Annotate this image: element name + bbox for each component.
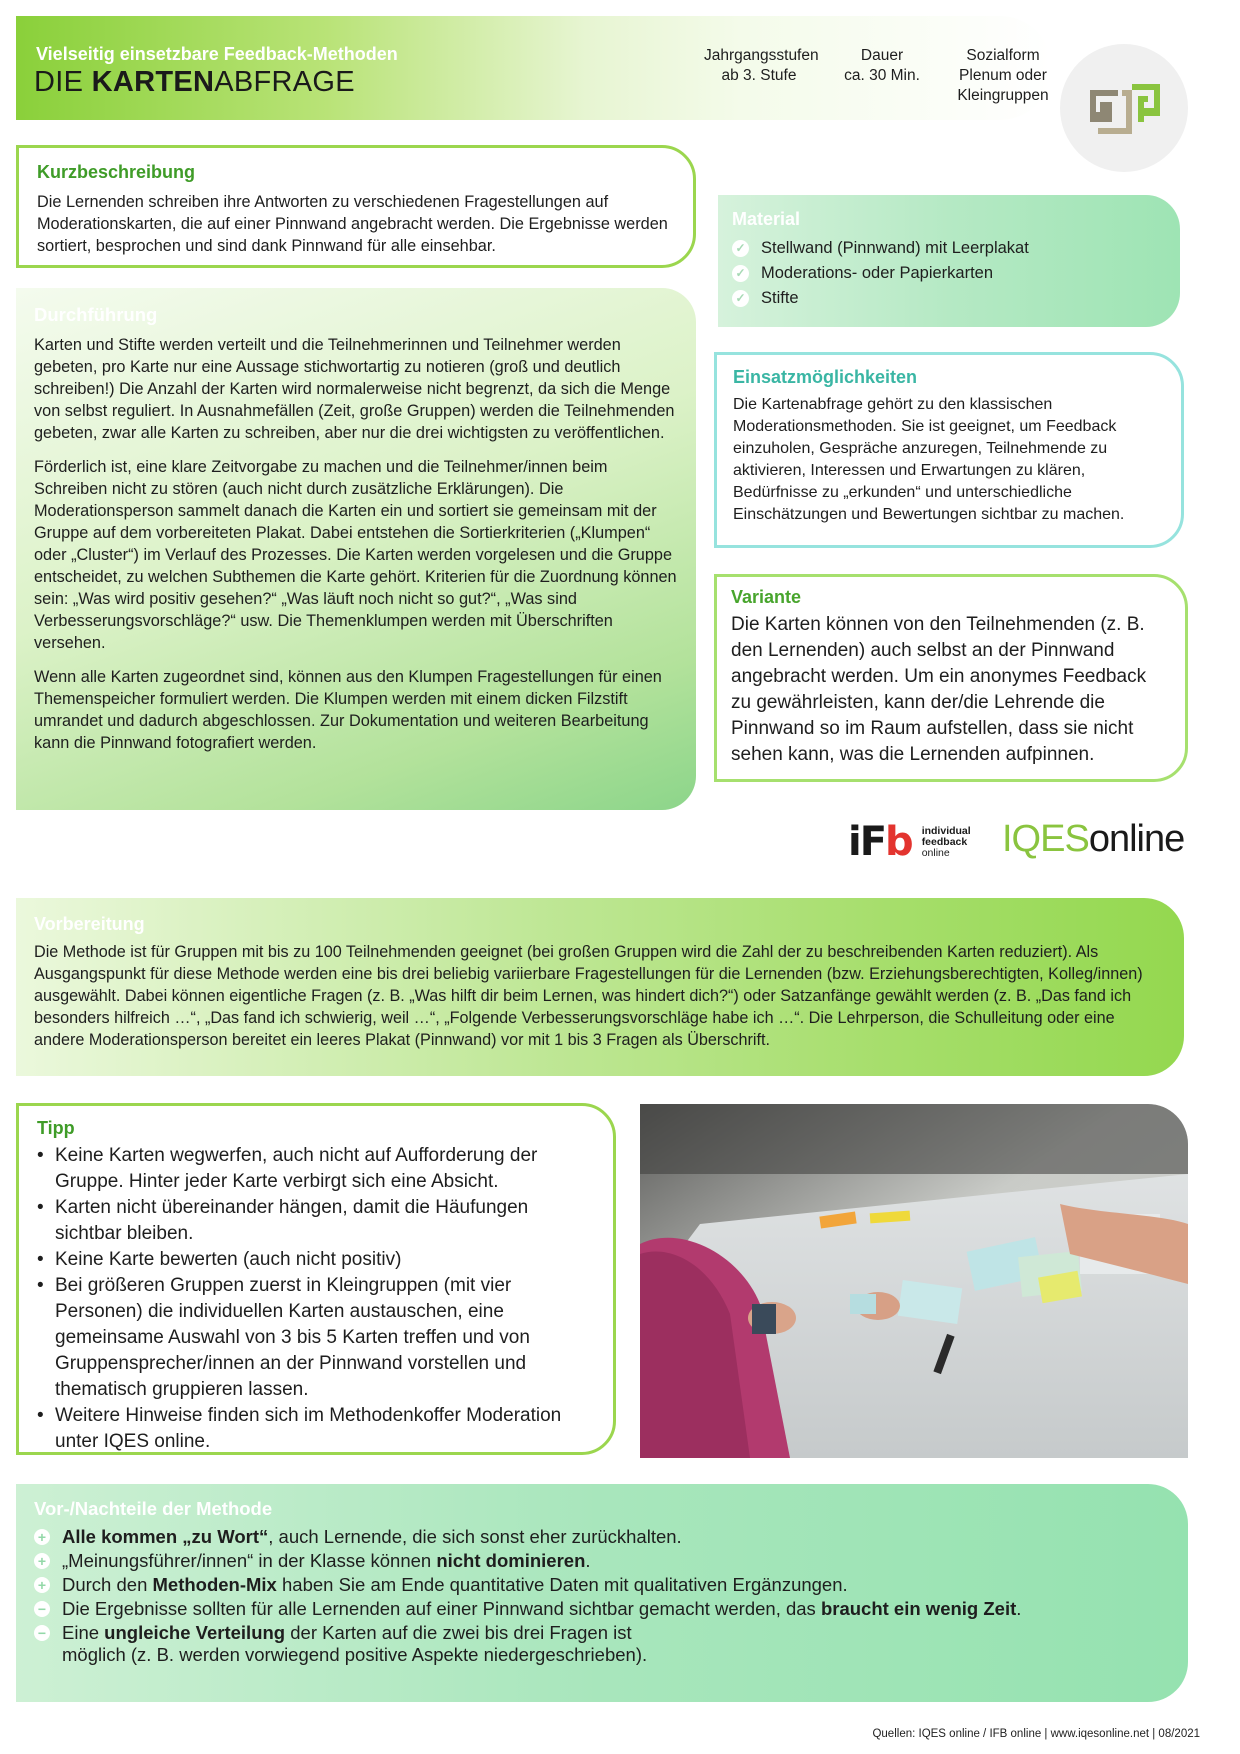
variant-box xyxy=(714,574,1188,782)
tip-item: • Weitere Hinweise finden sich im Methodenkoffer Moderation unter IQES online. xyxy=(37,1405,562,1452)
procedure-title: Durchführung xyxy=(34,304,158,325)
preparation-title: Vorbereitung xyxy=(34,914,145,934)
pros-cons-title: Vor-/Nachteile der Methode xyxy=(34,1498,273,1519)
meta-grade: Jahrgangsstufen ab 3. Stufe xyxy=(704,47,819,84)
pro-item: + „Meinungsführer/innen“ in der Klasse können nicht dominieren. xyxy=(34,1550,1170,1572)
plus-icon: + xyxy=(34,1553,50,1569)
variant-title: Variante xyxy=(731,587,802,607)
page-title: DIE KARTENABFRAGE xyxy=(34,66,355,98)
pro-item: + Durch den Methoden-Mix haben Sie am Ende quantitative Daten mit qualitativen Ergänzungen. xyxy=(34,1574,1170,1596)
ifb-logo-mark: iFb xyxy=(848,819,912,865)
pro-item: + Alle kommen „zu Wort“, auch Lernende, die sich sonst eher zurückhalten. xyxy=(34,1526,1170,1548)
minus-icon: − xyxy=(34,1601,50,1617)
variant-text: Die Karten können von den Teilnehmenden (z. B. den Lernenden) auch selbst an der Pinnwand angebracht werden. Um ein anonymes Feedback zu gewährleisten, kann der/die Lehrende die Pinnwand so im Raum aufstellen, dass sie nicht sehen kann, was die Lernenden aufpinnen. xyxy=(731,614,1147,765)
tip-title: Tipp xyxy=(37,1118,75,1138)
tip-item: • Keine Karte bewerten (auch nicht positiv) xyxy=(37,1249,402,1270)
header-subtitle: Vielseitig einsetzbare Feedback-Methoden xyxy=(36,44,398,64)
tip-item: • Karten nicht übereinander hängen, damit die Häufungen sichtbar bleiben. xyxy=(37,1197,529,1244)
plus-icon: + xyxy=(34,1577,50,1593)
pros-cons-box xyxy=(16,1484,1188,1702)
tip-item: • Bei größeren Gruppen zuerst in Kleingruppen (mit vier Personen) die individuellen Karten austauschen, eine gemeinsame Auswahl von 3 bis 5 Karten treffen und von Gruppensprecher/innen an der Pinnwand vorstellen und thematisch gruppieren lassen. xyxy=(37,1275,530,1400)
tip-box xyxy=(16,1103,616,1455)
check-icon: ✓ xyxy=(732,240,749,257)
footer-sources: Quellen: IQES online / IFB online | www.iqesonline.net | 08/2021 xyxy=(872,1728,1200,1740)
iqes-online-logo: IQESonline xyxy=(1002,818,1185,860)
preparation-text: Die Methode ist für Gruppen mit bis zu 100 Teilnehmenden geeignet (bei großen Gruppen wird die Zahl der zu beschreibenden Karten reduziert). Als Ausgangspunkt für diese Methode werden eine bis drei beliebig variierbare Fragestellungen für die Lernenden (bzw. Erziehungsberechtigten, Kolleg/innen) ausgewählt. Dabei können eigentliche Fragen (z. B. „Was hilft dir beim Lernen, was hindert dich?“) oder Satzanfänge gewählt werden (z. B. „Das fand ich besonders hilfreich …“, „Das fand ich schwierig, weil …“, „Folgende Verbesserungsvorschläge habe ich …“. Die Lehrperson, die Schulleitung oder eine andere Moderationsperson bereitet ein leeres Plakat (Pinnwand) vor mit 1 bis 3 Fragen als Überschrift. xyxy=(34,943,1143,1049)
use-cases-box xyxy=(714,352,1184,548)
minus-icon: − xyxy=(34,1625,50,1641)
preparation-box xyxy=(16,898,1184,1076)
short-description-box xyxy=(16,145,696,268)
check-icon: ✓ xyxy=(732,265,749,282)
con-item: − Die Ergebnisse sollten für alle Lernenden auf einer Pinnwand sichtbar gemacht werden, das braucht ein wenig Zeit. xyxy=(34,1598,1170,1620)
short-description-text: Die Lernenden schreiben ihre Antworten zu verschiedenen Fragestellungen auf Moderationskarten, die auf einer Pinnwand angebracht werden. Die Ergebnisse werden sortiert, besprochen und sind dank Pinnwand für alle einsehbar. xyxy=(37,193,668,255)
use-cases-title: Einsatzmöglichkeiten xyxy=(733,367,918,387)
material-item: ✓ Moderations- oder Papierkarten xyxy=(732,261,1164,286)
procedure-paragraph: Karten und Stifte werden verteilt und die Teilnehmerinnen und Teilnehmer werden gebeten, pro Karte nur eine Aussage stichwortartig zu notieren (groß und deutlich schreiben!) Die Anzahl der Karten wird normalerweise nicht begrenzt, da sich die Menge von selbst reguliert. In Ausnahmefällen (Zeit, große Gruppen) werden die Teilnehmenden gebeten, zwar alle Karten zu schreiben, aber nur die drei wichtigsten zu veröffentlichen. xyxy=(34,336,675,442)
short-description-title: Kurzbeschreibung xyxy=(37,162,196,182)
procedure-paragraph: Wenn alle Karten zugeordnet sind, können aus den Klumpen Fragestellungen für einen Themenspeicher formuliert werden. Die Klumpen werden mit einem dicken Filzstift umrandet und dadurch abgeschlossen. Zur Dokumentation und weiteren Bearbeitung kann die Pinnwand fotografiert werden. xyxy=(34,668,662,752)
material-box xyxy=(718,195,1180,327)
use-cases-text: Die Kartenabfrage gehört zu den klassischen Moderationsmethoden. Sie ist geeignet, um Feedback einzuholen, Gespräche anzuregen, Teilnehmende zu aktivieren, Interessen und Erwartungen zu klären, Bedürfnisse zu „erkunden“ und unterschiedliche Einschätzungen und Bewertungen sichtbar zu machen. xyxy=(733,396,1125,523)
header-banner xyxy=(16,16,1052,120)
ifb-logo-text: individual feedback online xyxy=(921,824,971,859)
method-logo-icon xyxy=(1060,44,1188,172)
check-icon: ✓ xyxy=(732,290,749,307)
meta-duration: Dauer ca. 30 Min. xyxy=(844,47,920,84)
material-item: ✓ Stifte xyxy=(732,286,1164,311)
plus-icon: + xyxy=(34,1529,50,1545)
material-title: Material xyxy=(732,209,801,229)
ifb-logo xyxy=(848,819,971,865)
procedure-box xyxy=(16,288,696,810)
material-item: ✓ Stellwand (Pinnwand) mit Leerplakat xyxy=(732,236,1164,261)
tip-item: • Keine Karten wegwerfen, auch nicht auf Aufforderung der Gruppe. Hinter jeder Karte verbirgt sich eine Absicht. xyxy=(37,1145,538,1192)
meta-social-form: Sozialform Plenum oder Kleingruppen xyxy=(957,47,1049,104)
con-item: − Eine ungleiche Verteilung der Karten auf die zwei bis drei Fragen ist möglich (z. B. werden vorwiegend positive Aspekte niedergeschrieben). xyxy=(34,1622,1170,1666)
workshop-photo xyxy=(640,1104,1188,1458)
procedure-paragraph: Förderlich ist, eine klare Zeitvorgabe zu machen und die Teilnehmer/innen beim Schreiben nicht zu stören (auch nicht durch zusätzliche Erklärungen). Die Moderationsperson sammelt danach die Karten ein und sortiert sie gemeinsam mit der Gruppe auf dem vorbereiteten Plakat. Dabei entstehen die Sortierkriterien („Klumpen“ oder „Cluster“) im Verlauf des Prozesses. Die Karten werden vorgelesen und die Gruppe entscheidet, zu welchen Subthemen die Karte gehört. Kriterien für die Zuordnung können sein: „Was wird positiv gesehen?“ „Was läuft noch nicht so gut?“, „Was sind Verbesserungsvorschläge?“ usw. Die Themenklumpen werden mit Überschriften versehen. xyxy=(34,458,677,652)
